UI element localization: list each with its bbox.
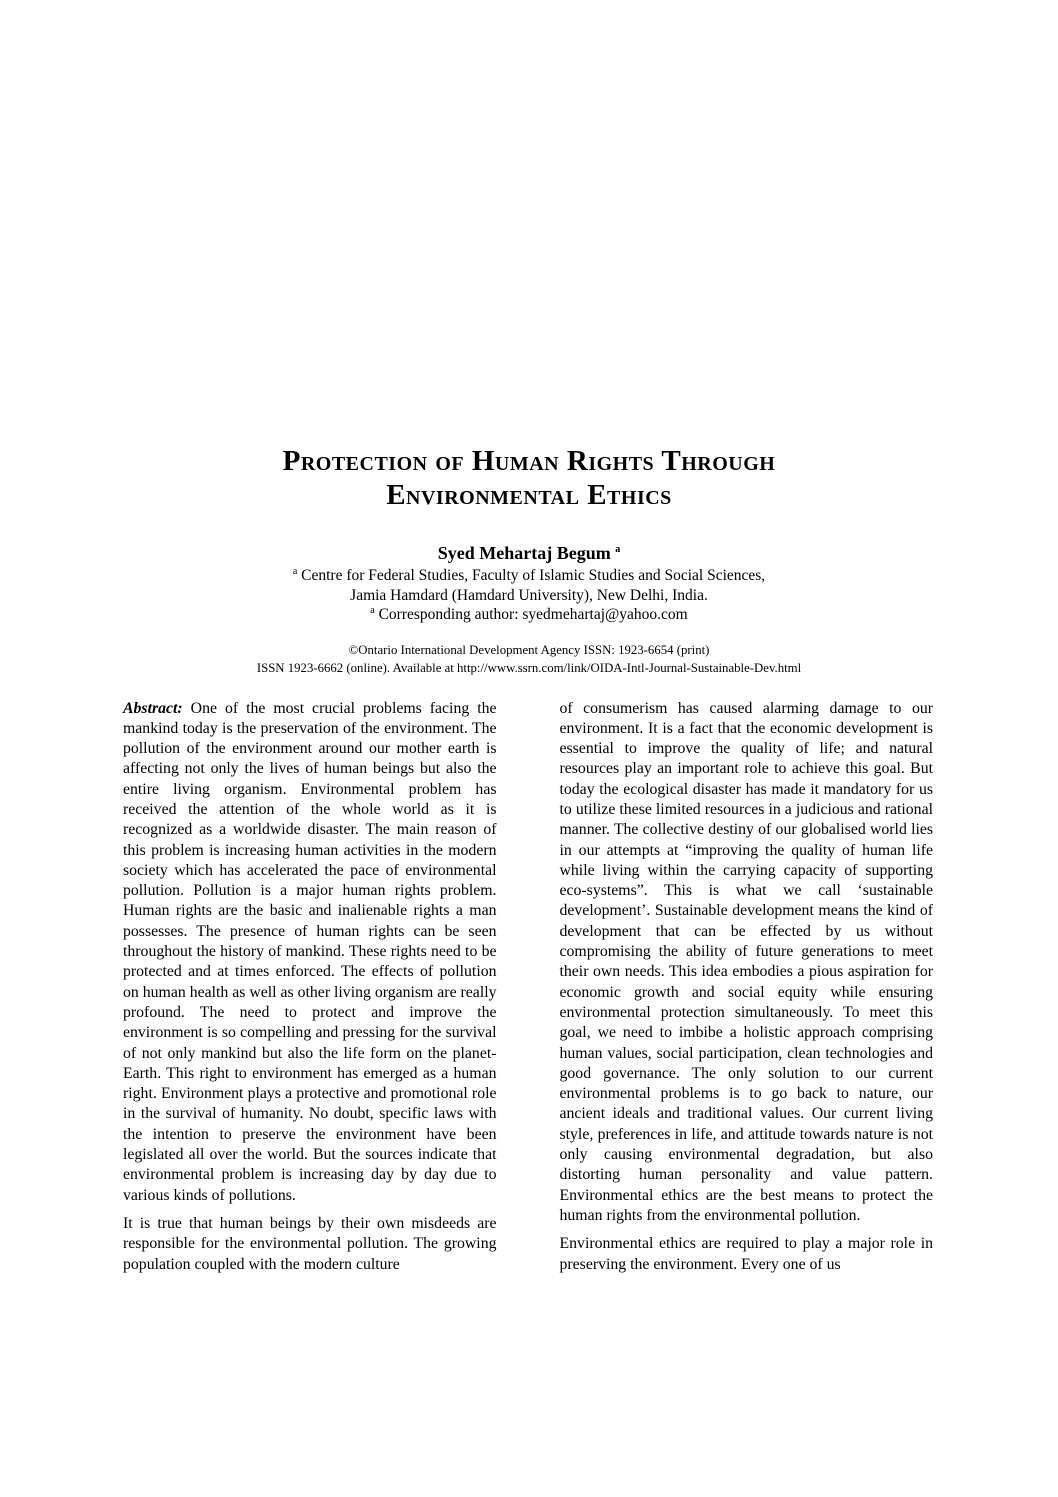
paper-title [0,444,1058,512]
affiliation-line1-text: Centre for Federal Studies, Faculty of Islamic Studies and Social Sciences, [301,567,766,584]
abstract-text: One of the most crucial problems facing the mankind today is the preservation of the environment. The pollution of the environment around our mother earth is affecting not only the lives of human beings but also the entire living organism. Environmental problem has received the attention of the whole world as it is recognized as a worldwide disaster. The main reason of this problem is increasing human activities in the modern society which has accelerated the pace of environmental pollution. Pollution is a major human rights problem. Human rights are the basic and inalienable rights a man possesses. The presence of human rights can be seen throughout the history of mankind. These rights need to be protected and at times enforced. The effects of pollution on human health as well as other living organism are really profound. The need to protect and improve the environment is so compelling and pressing for the survival of not only mankind but also the life form on the planet-Earth. This right to environment has emerged as a human right. Environment plays a protective and promotional role in the survival of humanity. No doubt, specific laws with the intention to preserve the environment have been legislated all over the world. But the sources indicate that environmental problem is increasing day by day due to various kinds of pollutions. [123,699,497,1204]
affiliation-line2: Jamia Hamdard (Hamdard University), New Delhi, India. [350,586,708,604]
publisher-line2: ISSN 1923-6662 (online). Available at http://www.ssrn.com/link/OIDA-Intl-Journal-Sustainable-Dev.html [256,660,802,675]
affiliation-block [0,566,1058,625]
left-column [123,699,497,1275]
publisher-block [0,641,1058,677]
corresponding-note-mark: a [370,604,375,616]
right-paragraph-1: of consumerism has caused alarming damage to our environment. It is a fact that the economic development is essential to improve the quality of life; and natural resources play an important role to achieve this goal. But today the ecological disaster has made it mandatory for us to utilize these limited resources in a judicious and rational manner. The collective destiny of our globalised world lies in our attempts at “improving the quality of human life while living within the carrying capacity of supporting eco-systems”. This is what we call ‘sustainable development’. Sustainable development means the kind of development that can be effected by us without compromising the ability of future generations to meet their own needs. This idea embodies a pious aspiration for economic growth and social equity while ensuring environmental protection simultaneously. To meet this goal, we need to imbibe a holistic approach comprising human values, social participation, clean technologies and good governance. The only solution to our current environmental problems is to go back to nature, our ancient ideals and traditional values. Our current living style, preferences in life, and attitude towards nature is not only causing environmental degradation, but also distorting human personality and value pattern. Environmental ethics are the best means to protect the human rights from the environmental pollution. [559,699,933,1224]
right-paragraph-2: Environmental ethics are required to play a major role in preserving the environment. Every one of us [559,1235,933,1273]
corresponding-author-text: Corresponding author: syedmehartaj@yahoo.com [378,606,688,623]
author-note-mark: a [615,544,621,555]
paper-title-line2: Environmental Ethics [386,479,672,511]
author-name: Syed Mehartaj Begum [437,543,611,563]
publisher-line1: ©Ontario International Development Agency ISSN: 1923-6654 (print) [348,642,710,657]
corresponding-author-line [0,605,1058,625]
author-line [0,542,1058,564]
affiliation-line1 [0,566,1058,586]
left-paragraph-2: It is true that human beings by their own misdeeds are responsible for the environmental pollution. The growing population coupled with the modern culture [123,1214,497,1273]
right-column [560,699,934,1275]
paper-title-line1: Protection of Human Rights Through [282,445,776,477]
abstract-label: Abstract: [123,699,183,717]
abstract-paragraph [123,699,497,1206]
paper-header [0,444,1058,677]
affiliation-note-mark: a [292,565,298,577]
body-columns [123,699,933,1275]
